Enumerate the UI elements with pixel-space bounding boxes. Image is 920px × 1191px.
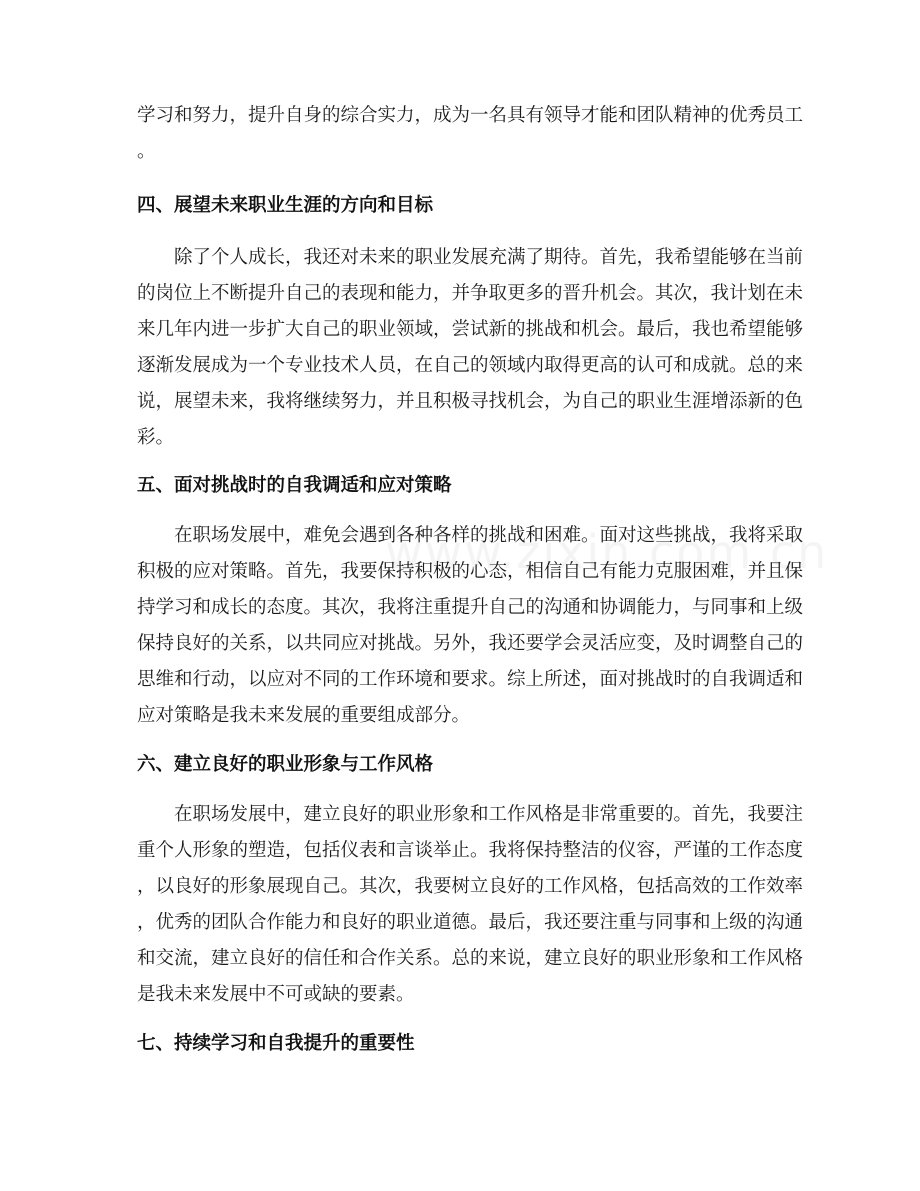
section-heading-4: 四、展望未来职业生涯的方向和目标 — [137, 195, 434, 216]
paragraph-line: 持学习和成长的态度。其次，我将注重提升自己的沟通和协调能力，与同事和上级 — [137, 597, 804, 618]
paragraph-line: 说，展望未来，我将继续努力，并且积极寻找机会，为自己的职业生涯增添新的色 — [137, 391, 804, 412]
section-heading-7: 七、持续学习和自我提升的重要性 — [137, 1033, 415, 1054]
continuation-paragraph — [137, 98, 804, 170]
paragraph-line: 是我未来发展中不可或缺的要素。 — [137, 984, 415, 1005]
section-paragraph-5 — [137, 518, 804, 734]
paragraph-line: ，优秀的团队合作能力和良好的职业道德。最后，我还要注重与同事和上级的沟通 — [137, 912, 804, 933]
paragraph-line: ，以良好的形象展现自己。其次，我要树立良好的工作风格，包括高效的工作效率 — [137, 876, 804, 897]
paragraph-line: 应对策略是我未来发展的重要组成部分。 — [137, 705, 471, 726]
paragraph-line: 重个人形象的塑造，包括仪表和言谈举止。我将保持整洁的仪容，严谨的工作态度 — [137, 840, 804, 861]
paragraph-line: 来几年内进一步扩大自己的职业领域，尝试新的挑战和机会。最后，我也希望能够 — [137, 319, 804, 340]
paragraph-line: 学习和努力，提升自身的综合实力，成为一名具有领导才能和团队精神的优秀员工 — [137, 105, 804, 126]
paragraph-line: 在职场发展中，难免会遇到各种各样的挑战和困难。面对这些挑战，我将采取 — [137, 525, 804, 546]
paragraph-line: 和交流，建立良好的信任和合作关系。总的来说，建立良好的职业形象和工作风格 — [137, 948, 804, 969]
paragraph-line: 除了个人成长，我还对未来的职业发展充满了期待。首先，我希望能够在当前 — [137, 247, 804, 268]
section-paragraph-4 — [137, 240, 804, 456]
section-paragraph-6 — [137, 797, 804, 1013]
paragraph-line: 彩。 — [137, 427, 175, 448]
paragraph-line: 思维和行动，以应对不同的工作环境和要求。综上所述，面对挑战时的自我调适和 — [137, 669, 804, 690]
paragraph-line: 保持良好的关系，以共同应对挑战。另外，我还要学会灵活应变，及时调整自己的 — [137, 633, 804, 654]
paragraph-line: 。 — [137, 141, 156, 162]
section-heading-6: 六、建立良好的职业形象与工作风格 — [137, 754, 434, 775]
paragraph-line: 逐渐发展成为一个专业技术人员，在自己的领域内取得更高的认可和成就。总的来 — [137, 355, 804, 376]
section-heading-5: 五、面对挑战时的自我调适和应对策略 — [137, 475, 452, 496]
paragraph-line: 在职场发展中，建立良好的职业形象和工作风格是非常重要的。首先，我要注 — [137, 804, 804, 825]
paragraph-line: 积极的应对策略。首先，我要保持积极的心态，相信自己有能力克服困难，并且保 — [137, 561, 804, 582]
paragraph-line: 的岗位上不断提升自己的表现和能力，并争取更多的晋升机会。其次，我计划在未 — [137, 283, 804, 304]
